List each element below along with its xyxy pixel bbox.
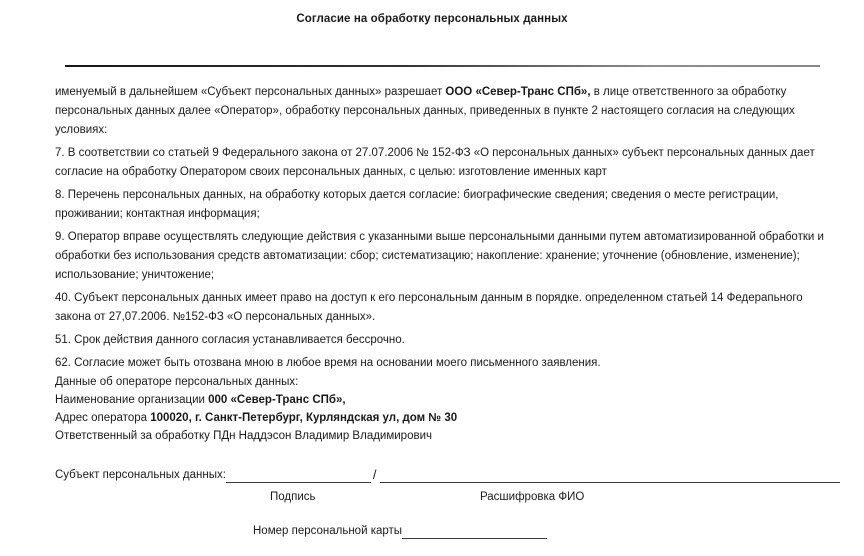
- operator-org-label: Наименование организации: [55, 394, 209, 406]
- clause-9: 9. Оператор вправе осуществлять следующие действия с указанными выше персональными данными путем автоматизированной обработки и обработки без использования средств автоматизации: сбор; систематизацию; накопление: хранение; уточнение (обновление, изменение); использование; уничтожение;: [55, 231, 824, 281]
- operator-address-label: Адрес оператора: [55, 412, 151, 424]
- signature-caption: Подпись: [270, 491, 316, 503]
- subject-label: Субъект персональных данных:: [55, 469, 226, 481]
- clause-7: 7. В соответствии со статьей 9 Федерального закона от 27.07.2006 № 152-ФЗ «О персональных данных» субъект персональных данных дает согласие на обработку Оператором своих персональных данных, с целью: изготовление именных карт: [55, 147, 815, 178]
- intro-text-pre: именуемый в дальнейшем «Субъект персональных данных» разрешает: [55, 86, 446, 98]
- operator-info-block: [55, 373, 840, 445]
- card-number-label: Номер персональной карты: [253, 525, 403, 537]
- operator-org-value: 000 «Север-Транс СПб»,: [208, 394, 346, 406]
- signature-blank-line: [226, 480, 371, 483]
- subject-signature-row: [55, 467, 840, 483]
- signature-separator: /: [372, 467, 377, 482]
- document-body: [0, 67, 864, 539]
- fio-blank-line: [380, 480, 840, 483]
- operator-address-value: 100020, г. Санкт-Петербург, Курляндская ул, дом № 30: [150, 412, 458, 424]
- operator-org-line: [55, 391, 840, 409]
- operator-address-line: [55, 409, 840, 427]
- fio-caption: Расшифровка ФИО: [480, 491, 585, 503]
- clause-40: 40. Субъект персональных данных имеет право на доступ к его персональным данным в порядке. определенном статьей 14 Федерапьного закона от 27,07.2006. №152-ФЗ «О персональных данных».: [55, 292, 803, 323]
- operator-heading: Данные об операторе персональных данных:: [55, 376, 299, 388]
- operator-org-name-bold: ООО «Север-Транс СПб»,: [445, 86, 591, 98]
- clause-51: 51. Срок действия данного согласия устанавливается бессрочно.: [55, 334, 405, 346]
- signature-captions-row: [55, 488, 840, 503]
- intro-paragraph: [55, 83, 840, 140]
- card-number-row: [253, 524, 840, 539]
- intro-text-post: в лице ответственного за обработку персональных данных далее «Оператор», обработку персональных данных, приведенных в пункте 2 настоящего согласия на следующих условиях:: [55, 86, 795, 136]
- operator-responsible-line: Ответственный за обработку ПДн Наддэсон Владимир Владимирович: [55, 430, 432, 442]
- clause-8: 8. Перечень персональных данных, на обработку которых дается согласие: биографические сведения; сведения о месте регистрации, проживании; контактная информация;: [55, 189, 779, 220]
- clause-62: 62. Согласие может быть отозвана мною в любое время на основании моего письменного заявления.: [55, 357, 601, 369]
- document-title: Согласие на обработку персональных данных: [296, 13, 568, 25]
- card-number-blank-line: [402, 536, 547, 539]
